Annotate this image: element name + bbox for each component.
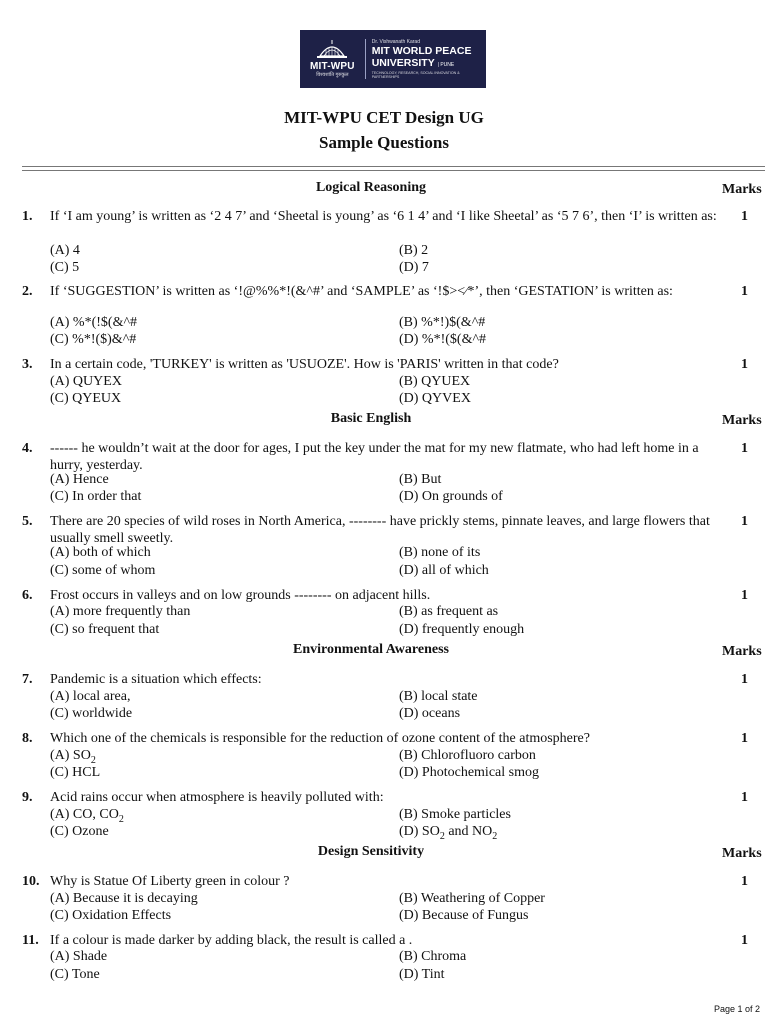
marks-header: Marks xyxy=(722,644,762,659)
option-c: (C) Oxidation Effects xyxy=(50,908,172,923)
question-marks: 1 xyxy=(741,209,748,224)
logo-name-line1: MIT WORLD PEACE xyxy=(371,45,472,57)
option-c: (C) %*!($)&^# xyxy=(50,332,137,347)
question-number: 5. xyxy=(22,514,33,529)
question-marks: 1 xyxy=(741,588,748,603)
option-d: (D) Because of Fungus xyxy=(399,908,529,923)
page-title: MIT-WPU CET Design UG xyxy=(284,108,484,127)
option-b: (B) Weathering of Copper xyxy=(399,891,545,906)
question-number: 2. xyxy=(22,284,33,299)
question-marks: 1 xyxy=(741,672,748,687)
question-number: 3. xyxy=(22,357,33,372)
question-number: 1. xyxy=(22,209,33,224)
question-number: 9. xyxy=(22,790,33,805)
subscript: 2 xyxy=(439,830,445,842)
option-a: (A) Shade xyxy=(50,949,108,964)
option-a: (A) local area, xyxy=(50,689,131,704)
logo-name-university: UNIVERSITY xyxy=(371,57,435,69)
question-text: If a colour is made darker by adding black, the result is called a . xyxy=(50,933,413,948)
subscript: 2 xyxy=(118,813,124,825)
question-text: Which one of the chemicals is responsible for the reduction of ozone content of the atmosphere? xyxy=(50,731,590,746)
question-text: If ‘SUGGESTION’ is written as ‘!@%%*!(&^#’ and ‘SAMPLE’ as ‘!$><⁄*’, then ‘GESTATION’ is written as: xyxy=(50,284,673,299)
option-c: (C) worldwide xyxy=(50,706,133,721)
option-text: (A) CO, CO xyxy=(50,807,119,822)
option-d: (D) all of which xyxy=(399,563,489,578)
option-b: (B) Chlorofluoro carbon xyxy=(399,748,536,763)
question-number: 7. xyxy=(22,672,33,687)
section-title: Basic English xyxy=(330,411,412,426)
option-b: (B) local state xyxy=(399,689,478,704)
logo-top-text: Dr. Vishwanath Karad xyxy=(371,39,420,45)
option-c: (C) so frequent that xyxy=(50,622,160,637)
question-text: There are 20 species of wild roses in North America, -------- have prickly stems, pinnate leaves, and large flowers that usually smell sweetly. xyxy=(50,514,710,546)
option-b: (B) Smoke particles xyxy=(399,807,511,822)
divider-rule xyxy=(22,166,765,167)
page-number: Page 1 of 2 xyxy=(713,1004,760,1014)
option-c: (C) 5 xyxy=(50,260,80,275)
option-text: (A) SO xyxy=(50,748,91,763)
option-text: (D) SO xyxy=(399,824,440,839)
logo-emblem xyxy=(300,40,365,78)
option-a: (A) Hence xyxy=(50,472,109,487)
page-subtitle: Sample Questions xyxy=(319,133,449,152)
option-d: (D) %*!($(&^# xyxy=(399,332,487,347)
option-d: (D) Tint xyxy=(399,967,445,982)
option-b: (B) Chroma xyxy=(399,949,467,964)
logo-devanagari: विश्वशांति गुरुकुल xyxy=(316,72,349,78)
question-number: 10. xyxy=(22,874,40,889)
option-d: (D) oceans xyxy=(399,706,461,721)
option-d: (D) 7 xyxy=(399,260,429,275)
option-a: (A) more frequently than xyxy=(50,604,191,619)
option-d: (D) Photochemical smog xyxy=(399,765,539,780)
marks-header: Marks xyxy=(722,846,762,861)
dome-icon xyxy=(315,40,349,60)
question-text: Pandemic is a situation which effects: xyxy=(50,672,262,687)
option-c: (C) some of whom xyxy=(50,563,156,578)
option-b: (B) QYUEX xyxy=(399,374,471,389)
question-marks: 1 xyxy=(741,514,748,529)
option-b: (B) as frequent as xyxy=(399,604,499,619)
question-marks: 1 xyxy=(741,284,748,299)
option-c: (C) In order that xyxy=(50,489,142,504)
option-d: (D) frequently enough xyxy=(399,622,525,637)
option-a: (A) %*(!$(&^# xyxy=(50,315,138,330)
subscript: 2 xyxy=(90,754,96,766)
logo-tagline: TECHNOLOGY, RESEARCH, SOCIAL INNOVATION & PARTNERSHIPS xyxy=(371,71,460,79)
option-c: (C) HCL xyxy=(50,765,101,780)
question-text: Acid rains occur when atmosphere is heavily polluted with: xyxy=(50,790,384,805)
university-logo xyxy=(300,30,486,88)
question-marks: 1 xyxy=(741,933,748,948)
question-text: If ‘I am young’ is written as ‘2 4 7’ and ‘Sheetal is young’ as ‘6 1 4’ and ‘I like Sheetal’ as ‘5 7 6’, then ‘I’ is written as: xyxy=(50,209,717,224)
question-number: 8. xyxy=(22,731,33,746)
marks-header: Marks xyxy=(722,413,762,428)
option-a xyxy=(50,747,96,764)
section-title: Logical Reasoning xyxy=(315,180,427,195)
option-text: and NO xyxy=(444,824,493,839)
section-title: Environmental Awareness xyxy=(293,642,449,657)
question-marks: 1 xyxy=(741,874,748,889)
logo-name-line2 xyxy=(372,57,486,71)
option-b: (B) 2 xyxy=(399,243,429,258)
question-number: 6. xyxy=(22,588,33,603)
option-d: (D) QYVEX xyxy=(399,391,471,406)
marks-header: Marks xyxy=(722,182,762,197)
option-c: (C) QYEUX xyxy=(50,391,122,406)
logo-city: | PUNE xyxy=(437,62,455,68)
question-text: ------ he wouldn’t wait at the door for ages, I put the key under the mat for my new flatmate, who had left home in a hurry, yesterday. xyxy=(50,441,699,473)
option-a: (A) both of which xyxy=(50,545,151,560)
section-title: Design Sensitivity xyxy=(317,844,425,859)
option-b: (B) But xyxy=(399,472,442,487)
subscript: 2 xyxy=(492,830,498,842)
question-text: In a certain code, 'TURKEY' is written as 'USUOZE'. How is 'PARIS' written in that code? xyxy=(50,357,559,372)
option-a: (A) QUYEX xyxy=(50,374,122,389)
logo-mark-text: MIT-WPU xyxy=(309,61,355,72)
option-d xyxy=(399,823,497,840)
question-text: Frost occurs in valleys and on low grounds -------- on adjacent hills. xyxy=(50,588,431,603)
question-marks: 1 xyxy=(741,731,748,746)
option-c: (C) Ozone xyxy=(50,824,109,839)
question-marks: 1 xyxy=(741,357,748,372)
divider-rule xyxy=(22,170,765,171)
logo-wordmark xyxy=(366,39,486,79)
option-d: (D) On grounds of xyxy=(399,489,503,504)
option-b: (B) none of its xyxy=(399,545,481,560)
question-number: 4. xyxy=(22,441,33,456)
question-number: 11. xyxy=(22,933,39,948)
option-a: (A) Because it is decaying xyxy=(50,891,198,906)
question-text: Why is Statue Of Liberty green in colour ? xyxy=(50,874,290,889)
option-a xyxy=(50,806,124,823)
option-a: (A) 4 xyxy=(50,243,80,258)
option-b: (B) %*!)$(&^# xyxy=(399,315,486,330)
option-c: (C) Tone xyxy=(50,967,100,982)
question-marks: 1 xyxy=(741,790,748,805)
question-marks: 1 xyxy=(741,441,748,456)
